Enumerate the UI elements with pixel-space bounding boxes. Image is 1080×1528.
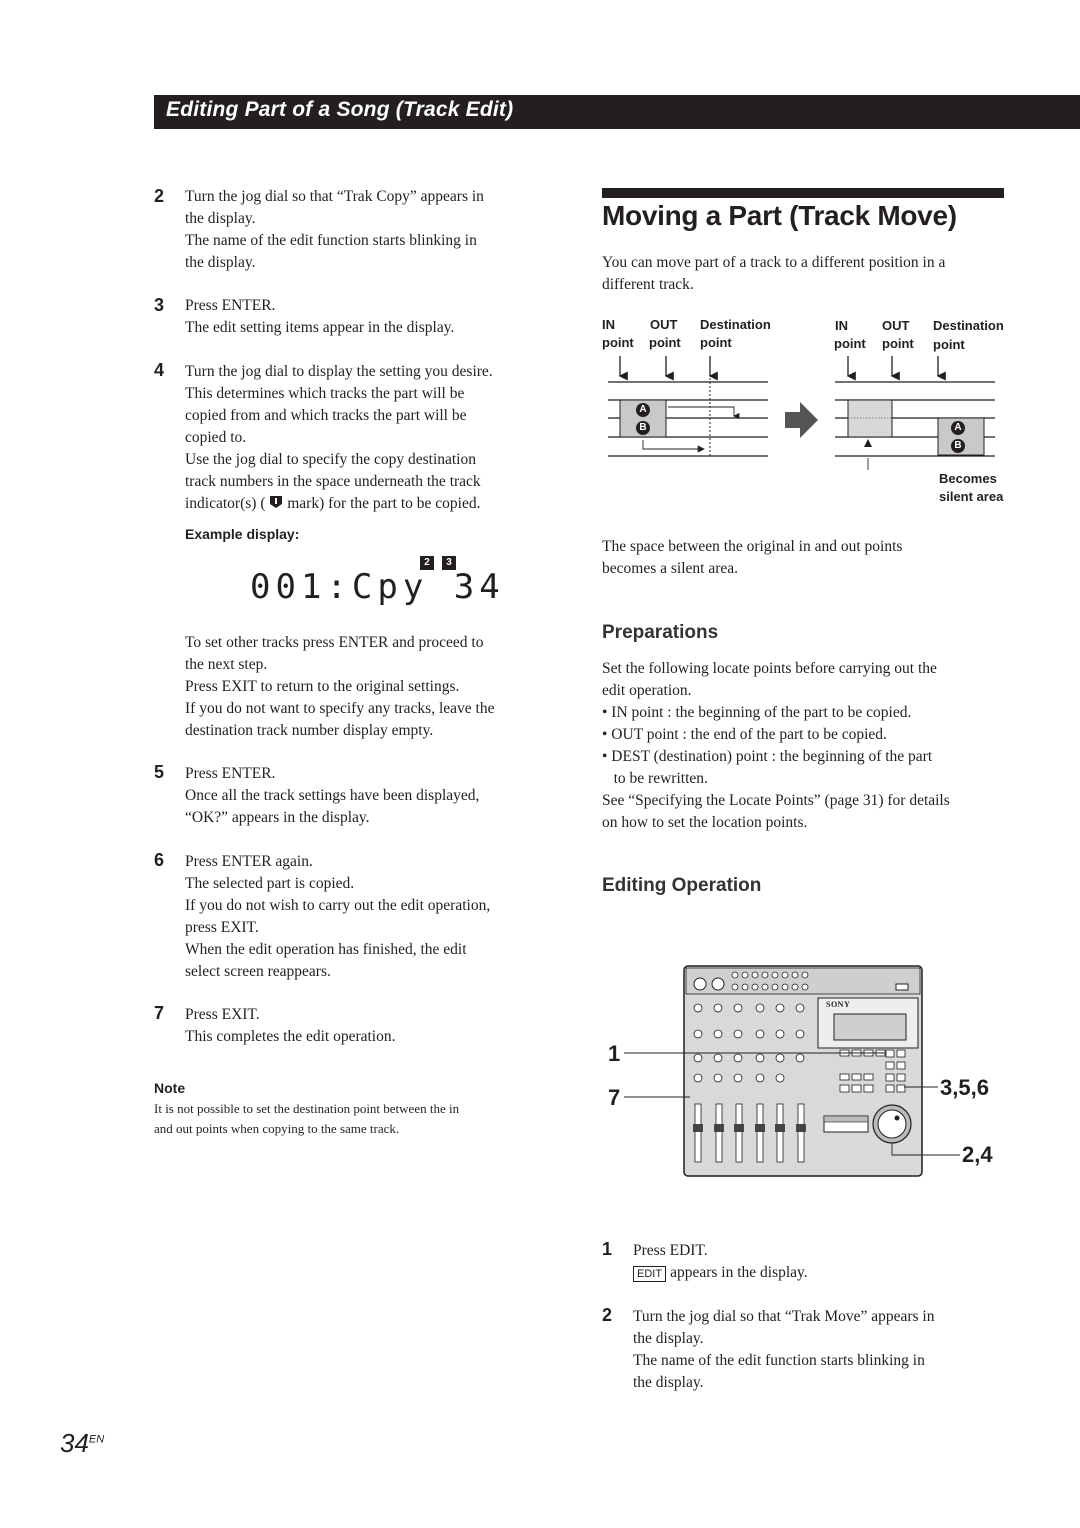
preparations-title: Preparations bbox=[602, 622, 719, 643]
note-text: It is not possible to set the destination point between the in and out points when copying to the same track. bbox=[154, 1101, 460, 1136]
callout-1: 1 bbox=[608, 1041, 621, 1066]
callout-7: 7 bbox=[608, 1085, 621, 1110]
marker-b: B bbox=[951, 439, 965, 453]
brand-logo: SONY bbox=[826, 1000, 851, 1009]
step-number: 2 bbox=[602, 1305, 613, 1325]
track-marker-3: 3 bbox=[442, 556, 456, 570]
marker-a: A bbox=[951, 421, 965, 435]
step-number: 7 bbox=[154, 1003, 165, 1023]
destination-label: Destination bbox=[700, 317, 771, 332]
callout-2-4: 2,4 bbox=[962, 1142, 993, 1167]
edit-indicator: EDIT bbox=[633, 1266, 666, 1282]
step-2-text: Turn the jog dial so that “Trak Copy” appears in the display. The name of the edit function starts blinking in the display. bbox=[185, 188, 484, 271]
step-number: 6 bbox=[154, 850, 165, 870]
note-title: Note bbox=[154, 1080, 186, 1096]
step-7-text: Press EXIT. This completes the edit operation. bbox=[185, 1006, 396, 1045]
in-label: IN bbox=[602, 317, 615, 332]
track-marker-2: 2 bbox=[420, 556, 434, 570]
in-point-label: point bbox=[834, 336, 866, 351]
step-6-text: Press ENTER again. The selected part is copied. If you do not wish to carry out the edit operation, press EXIT. When the edit operation has finished, the edit select screen reappears. bbox=[185, 853, 491, 980]
right-step-2-text: Turn the jog dial so that “Trak Move” appears in the display. The name of the edit function starts blinking in the display. bbox=[633, 1308, 935, 1391]
silent-area-label: silent area bbox=[939, 489, 1004, 504]
step-4-text: Turn the jog dial to display the setting you desire. This determines which tracks the part will be copied from and which tracks the part will be copied to. Use the jog dial to specify the copy destination track numbers in the space underneath the track indicator(s) ( mark) for the part to be copied. bbox=[185, 363, 493, 512]
mtr-device-illustration bbox=[600, 960, 1020, 1185]
becomes-label: Becomes bbox=[939, 471, 997, 486]
in-label: IN bbox=[835, 318, 848, 333]
destination-point-label: point bbox=[700, 335, 732, 350]
callout-3-5-6: 3,5,6 bbox=[940, 1075, 989, 1100]
section-rule bbox=[602, 188, 1004, 198]
example-display-label: Example display: bbox=[185, 526, 300, 542]
step-number: 4 bbox=[154, 360, 165, 380]
step-number: 2 bbox=[154, 186, 165, 206]
page-number: $34^{EN}$ bbox=[60, 1428, 105, 1458]
step-5-text: Press ENTER. Once all the track settings have been displayed, “OK?” appears in the display. bbox=[185, 765, 480, 826]
editing-operation-title: Editing Operation bbox=[602, 875, 762, 896]
step-number: 1 bbox=[602, 1239, 613, 1259]
section-title: Moving a Part (Track Move) bbox=[602, 200, 957, 231]
after-display-text: To set other tracks press ENTER and proceed to the next step. Press EXIT to return to the original settings. If you do not want to specify any tracks, leave the destination track number display empty. bbox=[185, 634, 495, 739]
diagram-caption: The space between the original in and out points becomes a silent area. bbox=[602, 538, 903, 577]
destination-label: Destination bbox=[933, 318, 1004, 333]
out-point-label: point bbox=[649, 335, 681, 350]
page-header-title: Editing Part of a Song (Track Edit) bbox=[166, 98, 514, 121]
step-3-text: Press ENTER. The edit setting items appear in the display. bbox=[185, 297, 455, 336]
marker-b: B bbox=[636, 421, 650, 435]
step-number: 5 bbox=[154, 762, 165, 782]
indicator-mark-icon bbox=[269, 495, 283, 509]
preparations-text: Set the following locate points before carrying out the edit operation. • IN point : the beginning of the part to be copied. • OUT point : the end of the part to be copied. • DEST (destination) point : the beginning of the part to be rewritten. See “Specifying the Locate Points” (page 31) for details on how to set the location points. bbox=[602, 660, 950, 831]
out-label: OUT bbox=[882, 318, 910, 333]
out-label: OUT bbox=[650, 317, 678, 332]
right-step-1-text: Press EDIT. EDIT appears in the display. bbox=[633, 1242, 808, 1281]
out-point-label: point bbox=[882, 336, 914, 351]
lcd-example-display: 001:Cpy 34 bbox=[250, 567, 505, 607]
intro-text: You can move part of a track to a different position in a different track. bbox=[602, 254, 946, 293]
destination-point-label: point bbox=[933, 337, 965, 352]
marker-a: A bbox=[636, 403, 650, 417]
step-number: 3 bbox=[154, 295, 165, 315]
in-point-label: point bbox=[602, 335, 634, 350]
